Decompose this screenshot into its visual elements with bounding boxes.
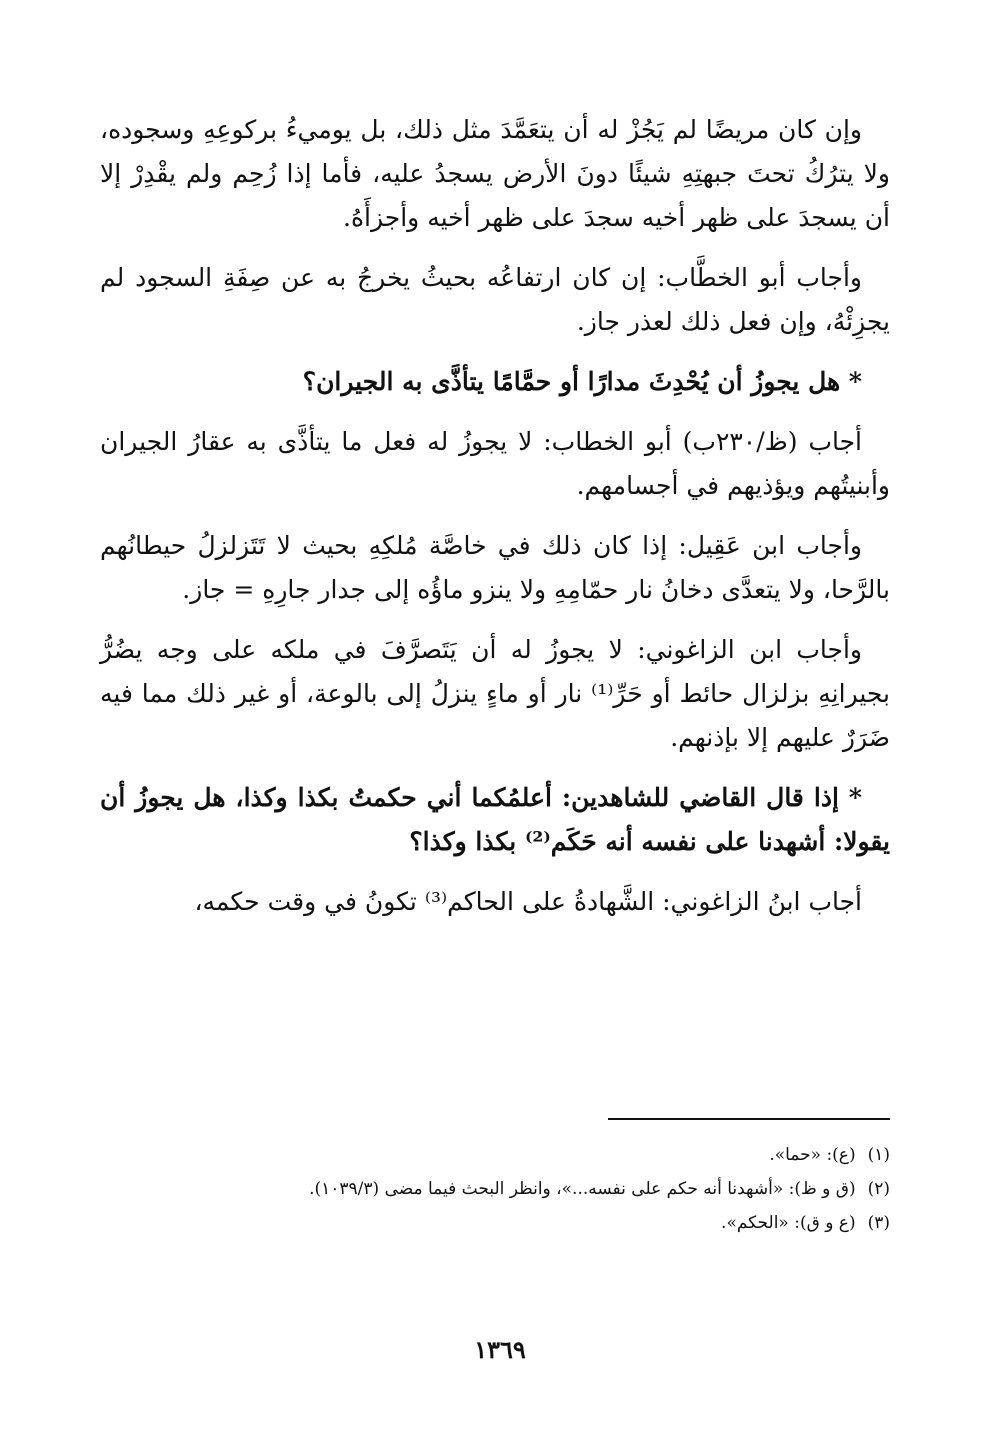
footnote-text: (ع و ق): «الحكم». <box>721 1213 856 1233</box>
footnote-number: (١) <box>867 1145 890 1165</box>
paragraph: أجاب ابنُ الزاغوني: الشَّهادةُ على الحاكم⁽³⁾ تكونُ في وقت حكمه، <box>194 887 862 916</box>
paragraph: وإن كان مريضًا لم يَجُزْ له أن يتعَمَّدَ مثل ذلك، بل يوميءُ بركوعِهِ وسجوده، ولا يترُكُ تحتَ جبهتِهِ شيئًا دونَ الأرض يسجدُ عليه، فأما إذا زُحِم ولم يقْدِرْ إلا أن يسجدَ على ظهر أخيه سجدَ على ظهر أخيه وأجزأَهُ. <box>100 115 890 232</box>
footnote-text: (ق و ظ): «أشهدنا أنه حكم على نفسه...»، وانظر البحث فيما مضى (١٠٣٩/٣). <box>309 1179 856 1199</box>
paragraph: أجاب (ظ/٢٣٠ب) أبو الخطاب: لا يجوزُ له فعل ما يتأذَّى به عقارُ الجيران وأبنيتُهم ويؤذيهم في أجسامهم. <box>100 427 890 500</box>
footnotes <box>100 1140 890 1242</box>
footnote-text: (ع): «حما». <box>769 1145 856 1165</box>
paragraph: وأجاب أبو الخطَّاب: إن كان ارتفاعُه بحيثُ يخرجُ به عن صِفَةِ السجود لم يجزِئْهُ، وإن فعل ذلك لعذر جاز. <box>100 263 890 336</box>
footnote <box>100 1140 890 1171</box>
question-heading: * إذا قال القاضي للشاهدين: أعلمُكما أني حكمتُ بكذا وكذا، هل يجوزُ أن يقولا: أشهدنا على نفسه أنه حَكَم⁽²⁾ بكذا وكذا؟ <box>100 783 890 856</box>
footnote-number: (٣) <box>867 1213 890 1233</box>
footnote-number: (٢) <box>867 1179 890 1199</box>
paragraph: وأجاب ابن عَقِيل: إذا كان ذلك في خاصَّة مُلكِهِ بحيث لا تَتَزلزلُ حيطانُهم بالرَّحا، ولا يتعدَّى دخانُ نار حمّامِهِ ولا ينزو ماؤُه إلى جدار جارِهِ = جاز. <box>100 531 890 604</box>
page-number: ١٣٦٩ <box>474 1335 526 1364</box>
footnote <box>100 1174 890 1205</box>
main-text <box>100 108 890 940</box>
question-heading: * هل يجوزُ أن يُحْدِثَ مدارًا أو حمَّامًا يتأذَّى به الجيران؟ <box>302 367 862 396</box>
footnote <box>100 1208 890 1239</box>
footnote-divider <box>608 1118 890 1120</box>
paragraph: وأجاب ابن الزاغوني: لا يجوزُ له أن يَتَصرَّفَ في ملكه على وجه يضُرُّ بجيرانِهِ بزلزال حائط أو حَرِّ⁽¹⁾ نار أو ماءٍ ينزلُ إلى بالوعة، أو غير ذلك مما فيه ضَرَرٌ عليهم إلا بإذنهم. <box>100 635 891 752</box>
